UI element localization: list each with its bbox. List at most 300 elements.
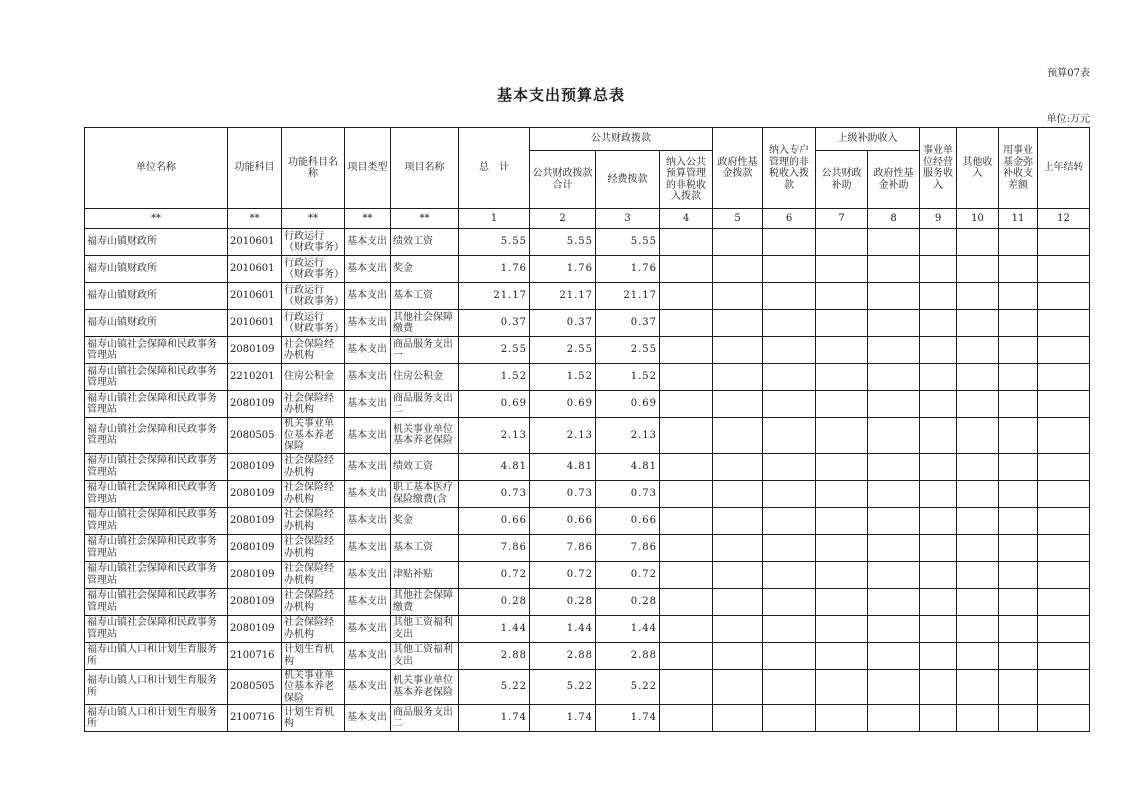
budget-table bbox=[84, 127, 1090, 732]
func-name-cell: 社会保险经办机构 bbox=[282, 588, 345, 615]
total-cell: 1.44 bbox=[459, 615, 530, 642]
empty-cell bbox=[660, 391, 713, 418]
empty-cell bbox=[660, 337, 713, 364]
item-type-cell: 基本支出 bbox=[345, 705, 391, 732]
table-row bbox=[85, 391, 1090, 418]
item-type-cell: 基本支出 bbox=[345, 480, 391, 507]
empty-cell bbox=[999, 534, 1038, 561]
column-index-cell: ** bbox=[345, 209, 391, 229]
table-row bbox=[85, 480, 1090, 507]
col-group-superior-subsidy: 上级补助收入 bbox=[816, 128, 920, 151]
currency-unit: 单位:万元 bbox=[1046, 114, 1090, 125]
empty-cell bbox=[957, 669, 999, 705]
empty-cell bbox=[1038, 534, 1090, 561]
expense-allocation-cell: 2.55 bbox=[596, 337, 660, 364]
empty-cell bbox=[816, 534, 868, 561]
empty-cell bbox=[763, 669, 816, 705]
empty-cell bbox=[816, 705, 868, 732]
func-name-cell: 行政运行（财政事务） bbox=[282, 310, 345, 337]
empty-cell bbox=[868, 588, 920, 615]
empty-cell bbox=[920, 705, 957, 732]
empty-cell bbox=[763, 615, 816, 642]
empty-cell bbox=[868, 310, 920, 337]
empty-cell bbox=[713, 534, 763, 561]
unit-name-cell: 福寿山镇财政所 bbox=[85, 256, 228, 283]
empty-cell bbox=[868, 534, 920, 561]
empty-cell bbox=[1038, 705, 1090, 732]
total-cell: 7.86 bbox=[459, 534, 530, 561]
public-finance-total-cell: 0.28 bbox=[530, 588, 596, 615]
empty-cell bbox=[1038, 310, 1090, 337]
empty-cell bbox=[868, 642, 920, 669]
unit-name-cell: 福寿山镇社会保障和民政事务管理站 bbox=[85, 391, 228, 418]
item-name-cell: 绩效工资 bbox=[391, 229, 459, 256]
empty-cell bbox=[660, 229, 713, 256]
empty-cell bbox=[868, 507, 920, 534]
expense-allocation-cell: 2.88 bbox=[596, 642, 660, 669]
empty-cell bbox=[920, 507, 957, 534]
func-name-cell: 行政运行（财政事务） bbox=[282, 229, 345, 256]
expense-allocation-cell: 21.17 bbox=[596, 283, 660, 310]
empty-cell bbox=[1038, 480, 1090, 507]
public-finance-total-cell: 0.37 bbox=[530, 310, 596, 337]
empty-cell bbox=[920, 453, 957, 480]
expense-allocation-cell: 0.28 bbox=[596, 588, 660, 615]
empty-cell bbox=[920, 256, 957, 283]
table-row bbox=[85, 669, 1090, 705]
column-index-cell: 2 bbox=[530, 209, 596, 229]
empty-cell bbox=[763, 391, 816, 418]
empty-cell bbox=[816, 256, 868, 283]
col-non-tax-allocation: 纳入公共预算管理的非税收入拨款 bbox=[660, 151, 713, 209]
func-code-cell: 2080109 bbox=[228, 534, 282, 561]
col-gov-fund-subsidy: 政府性基金补助 bbox=[868, 151, 920, 209]
column-index-cell: 6 bbox=[763, 209, 816, 229]
total-cell: 1.52 bbox=[459, 364, 530, 391]
public-finance-total-cell: 0.73 bbox=[530, 480, 596, 507]
empty-cell bbox=[1038, 283, 1090, 310]
empty-cell bbox=[920, 534, 957, 561]
empty-cell bbox=[920, 669, 957, 705]
item-name-cell: 其他工资福利支出 bbox=[391, 615, 459, 642]
func-code-cell: 2080505 bbox=[228, 418, 282, 454]
public-finance-total-cell: 2.55 bbox=[530, 337, 596, 364]
empty-cell bbox=[868, 669, 920, 705]
col-gov-fund: 政府性基金拨款 bbox=[713, 128, 763, 209]
empty-cell bbox=[957, 453, 999, 480]
col-item-type: 项目类型 bbox=[345, 128, 391, 209]
empty-cell bbox=[660, 561, 713, 588]
unit-name-cell: 福寿山镇社会保障和民政事务管理站 bbox=[85, 507, 228, 534]
func-name-cell: 社会保险经办机构 bbox=[282, 507, 345, 534]
public-finance-total-cell: 0.72 bbox=[530, 561, 596, 588]
empty-cell bbox=[763, 229, 816, 256]
empty-cell bbox=[713, 229, 763, 256]
empty-cell bbox=[868, 480, 920, 507]
empty-cell bbox=[957, 283, 999, 310]
empty-cell bbox=[999, 418, 1038, 454]
col-item-name: 项目名称 bbox=[391, 128, 459, 209]
item-type-cell: 基本支出 bbox=[345, 534, 391, 561]
empty-cell bbox=[713, 337, 763, 364]
empty-cell bbox=[957, 310, 999, 337]
table-row bbox=[85, 418, 1090, 454]
empty-cell bbox=[763, 588, 816, 615]
item-name-cell: 商品服务支出一 bbox=[391, 337, 459, 364]
empty-cell bbox=[763, 561, 816, 588]
empty-cell bbox=[957, 561, 999, 588]
empty-cell bbox=[920, 391, 957, 418]
empty-cell bbox=[816, 310, 868, 337]
empty-cell bbox=[713, 391, 763, 418]
empty-cell bbox=[816, 364, 868, 391]
empty-cell bbox=[1038, 391, 1090, 418]
item-type-cell: 基本支出 bbox=[345, 669, 391, 705]
col-business-income: 事业单位经营服务收入 bbox=[920, 128, 957, 209]
public-finance-total-cell: 1.76 bbox=[530, 256, 596, 283]
empty-cell bbox=[999, 229, 1038, 256]
empty-cell bbox=[1038, 418, 1090, 454]
func-name-cell: 社会保险经办机构 bbox=[282, 615, 345, 642]
empty-cell bbox=[763, 256, 816, 283]
empty-cell bbox=[763, 418, 816, 454]
empty-cell bbox=[999, 705, 1038, 732]
public-finance-total-cell: 1.44 bbox=[530, 615, 596, 642]
empty-cell bbox=[999, 507, 1038, 534]
empty-cell bbox=[1038, 337, 1090, 364]
col-public-finance-total: 公共财政拨款合计 bbox=[530, 151, 596, 209]
func-name-cell: 机关事业单位基本养老保险 bbox=[282, 418, 345, 454]
col-func-code: 功能科目 bbox=[228, 128, 282, 209]
column-index-cell: 7 bbox=[816, 209, 868, 229]
unit-name-cell: 福寿山镇社会保障和民政事务管理站 bbox=[85, 418, 228, 454]
table-row bbox=[85, 588, 1090, 615]
expense-allocation-cell: 1.44 bbox=[596, 615, 660, 642]
item-type-cell: 基本支出 bbox=[345, 453, 391, 480]
empty-cell bbox=[816, 337, 868, 364]
column-index-cell: 3 bbox=[596, 209, 660, 229]
total-cell: 0.69 bbox=[459, 391, 530, 418]
expense-allocation-cell: 1.76 bbox=[596, 256, 660, 283]
item-name-cell: 基本工资 bbox=[391, 534, 459, 561]
empty-cell bbox=[957, 615, 999, 642]
empty-cell bbox=[660, 256, 713, 283]
item-name-cell: 绩效工资 bbox=[391, 453, 459, 480]
item-type-cell: 基本支出 bbox=[345, 588, 391, 615]
empty-cell bbox=[713, 642, 763, 669]
empty-cell bbox=[660, 364, 713, 391]
table-row bbox=[85, 256, 1090, 283]
empty-cell bbox=[957, 705, 999, 732]
empty-cell bbox=[713, 453, 763, 480]
empty-cell bbox=[763, 283, 816, 310]
page-title: 基本支出预算总表 bbox=[496, 86, 625, 104]
table-row bbox=[85, 642, 1090, 669]
empty-cell bbox=[816, 588, 868, 615]
col-func-name: 功能科目名称 bbox=[282, 128, 345, 209]
empty-cell bbox=[1038, 453, 1090, 480]
item-type-cell: 基本支出 bbox=[345, 642, 391, 669]
empty-cell bbox=[868, 561, 920, 588]
func-code-cell: 2010601 bbox=[228, 256, 282, 283]
expense-allocation-cell: 1.74 bbox=[596, 705, 660, 732]
func-name-cell: 行政运行（财政事务） bbox=[282, 283, 345, 310]
empty-cell bbox=[660, 507, 713, 534]
expense-allocation-cell: 4.81 bbox=[596, 453, 660, 480]
table-row bbox=[85, 364, 1090, 391]
empty-cell bbox=[920, 364, 957, 391]
func-code-cell: 2100716 bbox=[228, 705, 282, 732]
column-index-cell: 8 bbox=[868, 209, 920, 229]
unit-name-cell: 福寿山镇社会保障和民政事务管理站 bbox=[85, 337, 228, 364]
item-name-cell: 商品服务支出二 bbox=[391, 705, 459, 732]
empty-cell bbox=[957, 534, 999, 561]
empty-cell bbox=[713, 507, 763, 534]
func-code-cell: 2010601 bbox=[228, 310, 282, 337]
empty-cell bbox=[660, 534, 713, 561]
public-finance-total-cell: 0.66 bbox=[530, 507, 596, 534]
table-row bbox=[85, 283, 1090, 310]
empty-cell bbox=[660, 480, 713, 507]
col-expense-allocation: 经费拨款 bbox=[596, 151, 660, 209]
func-code-cell: 2080109 bbox=[228, 507, 282, 534]
public-finance-total-cell: 2.88 bbox=[530, 642, 596, 669]
empty-cell bbox=[660, 588, 713, 615]
public-finance-total-cell: 1.74 bbox=[530, 705, 596, 732]
empty-cell bbox=[763, 534, 816, 561]
func-code-cell: 2210201 bbox=[228, 364, 282, 391]
empty-cell bbox=[816, 283, 868, 310]
empty-cell bbox=[713, 310, 763, 337]
total-cell: 2.13 bbox=[459, 418, 530, 454]
budget-table-body bbox=[85, 209, 1090, 732]
func-code-cell: 2080109 bbox=[228, 561, 282, 588]
table-row bbox=[85, 310, 1090, 337]
empty-cell bbox=[816, 418, 868, 454]
expense-allocation-cell: 2.13 bbox=[596, 418, 660, 454]
empty-cell bbox=[660, 642, 713, 669]
unit-name-cell: 福寿山镇社会保障和民政事务管理站 bbox=[85, 453, 228, 480]
public-finance-total-cell: 5.22 bbox=[530, 669, 596, 705]
public-finance-total-cell: 1.52 bbox=[530, 364, 596, 391]
expense-allocation-cell: 5.55 bbox=[596, 229, 660, 256]
table-row bbox=[85, 705, 1090, 732]
empty-cell bbox=[763, 453, 816, 480]
empty-cell bbox=[999, 669, 1038, 705]
empty-cell bbox=[868, 391, 920, 418]
func-code-cell: 2080109 bbox=[228, 615, 282, 642]
empty-cell bbox=[660, 669, 713, 705]
empty-cell bbox=[1038, 561, 1090, 588]
item-name-cell: 职工基本医疗保险缴费(含 bbox=[391, 480, 459, 507]
column-index-cell: ** bbox=[228, 209, 282, 229]
unit-name-cell: 福寿山镇人口和计划生育服务所 bbox=[85, 669, 228, 705]
item-type-cell: 基本支出 bbox=[345, 507, 391, 534]
func-code-cell: 2080109 bbox=[228, 337, 282, 364]
empty-cell bbox=[957, 364, 999, 391]
item-name-cell: 机关事业单位基本养老保险 bbox=[391, 669, 459, 705]
total-cell: 21.17 bbox=[459, 283, 530, 310]
func-name-cell: 计划生育机构 bbox=[282, 642, 345, 669]
empty-cell bbox=[868, 229, 920, 256]
col-group-public-finance: 公共财政拨款 bbox=[530, 128, 713, 151]
empty-cell bbox=[660, 453, 713, 480]
item-name-cell: 商品服务支出二 bbox=[391, 391, 459, 418]
item-name-cell: 机关事业单位基本养老保险 bbox=[391, 418, 459, 454]
func-code-cell: 2080505 bbox=[228, 669, 282, 705]
unit-name-cell: 福寿山镇社会保障和民政事务管理站 bbox=[85, 588, 228, 615]
empty-cell bbox=[1038, 615, 1090, 642]
form-number: 预算07表 bbox=[1047, 68, 1090, 79]
expense-allocation-cell: 5.22 bbox=[596, 669, 660, 705]
table-row bbox=[85, 507, 1090, 534]
item-type-cell: 基本支出 bbox=[345, 283, 391, 310]
empty-cell bbox=[713, 588, 763, 615]
func-code-cell: 2080109 bbox=[228, 480, 282, 507]
empty-cell bbox=[816, 229, 868, 256]
table-row bbox=[85, 229, 1090, 256]
expense-allocation-cell: 0.72 bbox=[596, 561, 660, 588]
func-name-cell: 社会保险经办机构 bbox=[282, 453, 345, 480]
empty-cell bbox=[868, 337, 920, 364]
empty-cell bbox=[713, 705, 763, 732]
empty-cell bbox=[763, 480, 816, 507]
func-code-cell: 2080109 bbox=[228, 391, 282, 418]
table-row bbox=[85, 534, 1090, 561]
empty-cell bbox=[999, 588, 1038, 615]
total-cell: 1.76 bbox=[459, 256, 530, 283]
table-row bbox=[85, 615, 1090, 642]
header-row-top bbox=[85, 128, 1090, 151]
column-index-cell: ** bbox=[85, 209, 228, 229]
empty-cell bbox=[713, 480, 763, 507]
empty-cell bbox=[920, 310, 957, 337]
item-name-cell: 奖金 bbox=[391, 507, 459, 534]
func-code-cell: 2010601 bbox=[228, 229, 282, 256]
empty-cell bbox=[1038, 669, 1090, 705]
empty-cell bbox=[1038, 229, 1090, 256]
table-row bbox=[85, 337, 1090, 364]
column-index-cell: 1 bbox=[459, 209, 530, 229]
empty-cell bbox=[920, 561, 957, 588]
item-name-cell: 住房公积金 bbox=[391, 364, 459, 391]
empty-cell bbox=[763, 337, 816, 364]
public-finance-total-cell: 21.17 bbox=[530, 283, 596, 310]
col-total: 总 计 bbox=[459, 128, 530, 209]
empty-cell bbox=[1038, 256, 1090, 283]
empty-cell bbox=[660, 418, 713, 454]
item-type-cell: 基本支出 bbox=[345, 337, 391, 364]
unit-name-cell: 福寿山镇财政所 bbox=[85, 310, 228, 337]
empty-cell bbox=[999, 642, 1038, 669]
empty-cell bbox=[957, 256, 999, 283]
empty-cell bbox=[713, 418, 763, 454]
total-cell: 0.73 bbox=[459, 480, 530, 507]
unit-name-cell: 福寿山镇社会保障和民政事务管理站 bbox=[85, 534, 228, 561]
col-special-account: 纳入专户管理的非税收入拨款 bbox=[763, 128, 816, 209]
empty-cell bbox=[713, 283, 763, 310]
empty-cell bbox=[999, 256, 1038, 283]
func-code-cell: 2010601 bbox=[228, 283, 282, 310]
empty-cell bbox=[713, 561, 763, 588]
func-name-cell: 社会保险经办机构 bbox=[282, 561, 345, 588]
empty-cell bbox=[957, 418, 999, 454]
total-cell: 2.55 bbox=[459, 337, 530, 364]
public-finance-total-cell: 7.86 bbox=[530, 534, 596, 561]
col-unit-name: 单位名称 bbox=[85, 128, 228, 209]
empty-cell bbox=[920, 283, 957, 310]
item-name-cell: 基本工资 bbox=[391, 283, 459, 310]
item-name-cell: 津贴补贴 bbox=[391, 561, 459, 588]
empty-cell bbox=[999, 391, 1038, 418]
expense-allocation-cell: 1.52 bbox=[596, 364, 660, 391]
total-cell: 0.72 bbox=[459, 561, 530, 588]
empty-cell bbox=[660, 283, 713, 310]
func-name-cell: 社会保险经办机构 bbox=[282, 480, 345, 507]
empty-cell bbox=[660, 705, 713, 732]
unit-name-cell: 福寿山镇社会保障和民政事务管理站 bbox=[85, 364, 228, 391]
empty-cell bbox=[816, 391, 868, 418]
empty-cell bbox=[763, 642, 816, 669]
empty-cell bbox=[957, 642, 999, 669]
empty-cell bbox=[957, 337, 999, 364]
empty-cell bbox=[868, 283, 920, 310]
empty-cell bbox=[920, 229, 957, 256]
unit-name-cell: 福寿山镇人口和计划生育服务所 bbox=[85, 705, 228, 732]
empty-cell bbox=[920, 337, 957, 364]
empty-cell bbox=[868, 615, 920, 642]
empty-cell bbox=[816, 615, 868, 642]
empty-cell bbox=[868, 453, 920, 480]
expense-allocation-cell: 7.86 bbox=[596, 534, 660, 561]
item-type-cell: 基本支出 bbox=[345, 561, 391, 588]
column-index-cell: 4 bbox=[660, 209, 713, 229]
item-type-cell: 基本支出 bbox=[345, 310, 391, 337]
total-cell: 1.74 bbox=[459, 705, 530, 732]
empty-cell bbox=[763, 507, 816, 534]
public-finance-total-cell: 2.13 bbox=[530, 418, 596, 454]
func-name-cell: 社会保险经办机构 bbox=[282, 534, 345, 561]
column-index-cell: 9 bbox=[920, 209, 957, 229]
unit-name-cell: 福寿山镇人口和计划生育服务所 bbox=[85, 642, 228, 669]
expense-allocation-cell: 0.69 bbox=[596, 391, 660, 418]
empty-cell bbox=[763, 705, 816, 732]
empty-cell bbox=[999, 364, 1038, 391]
expense-allocation-cell: 0.66 bbox=[596, 507, 660, 534]
public-finance-total-cell: 5.55 bbox=[530, 229, 596, 256]
column-index-cell: 12 bbox=[1038, 209, 1090, 229]
empty-cell bbox=[957, 507, 999, 534]
table-row bbox=[85, 453, 1090, 480]
expense-allocation-cell: 0.73 bbox=[596, 480, 660, 507]
total-cell: 4.81 bbox=[459, 453, 530, 480]
empty-cell bbox=[1038, 364, 1090, 391]
empty-cell bbox=[957, 588, 999, 615]
empty-cell bbox=[999, 310, 1038, 337]
empty-cell bbox=[816, 507, 868, 534]
func-code-cell: 2080109 bbox=[228, 453, 282, 480]
empty-cell bbox=[920, 418, 957, 454]
func-name-cell: 机关事业单位基本养老保险 bbox=[282, 669, 345, 705]
empty-cell bbox=[660, 615, 713, 642]
empty-cell bbox=[999, 283, 1038, 310]
empty-cell bbox=[999, 561, 1038, 588]
item-name-cell: 其他社会保障缴费 bbox=[391, 588, 459, 615]
func-name-cell: 住房公积金 bbox=[282, 364, 345, 391]
empty-cell bbox=[957, 480, 999, 507]
col-other-income: 其他收入 bbox=[957, 128, 999, 209]
public-finance-total-cell: 0.69 bbox=[530, 391, 596, 418]
